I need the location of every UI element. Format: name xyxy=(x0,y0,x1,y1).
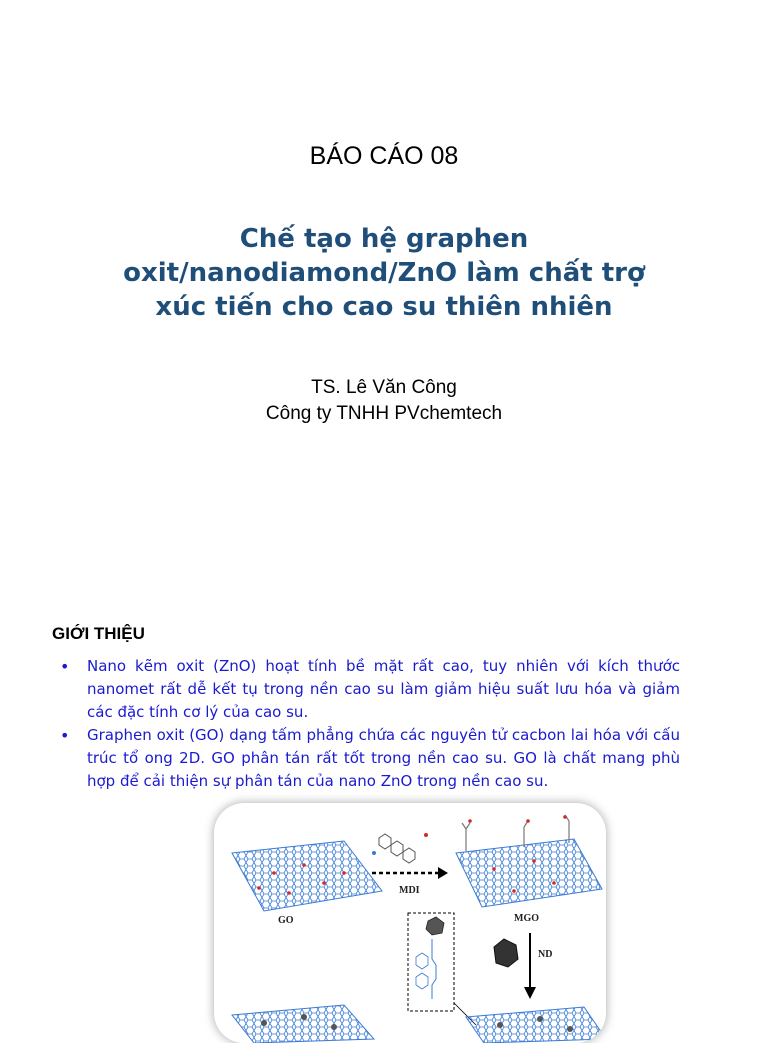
synthesis-figure xyxy=(214,803,606,1043)
intro-bullet-list xyxy=(60,655,680,793)
author-block xyxy=(0,375,768,427)
bullet-icon: • xyxy=(60,726,70,745)
mdi-label: MDI xyxy=(399,885,420,896)
mgo-sheet xyxy=(456,815,602,907)
title-line-2: oxit/nanodiamond/ZnO làm chất trợ xyxy=(123,258,645,288)
mgo-label: MGO xyxy=(514,913,539,924)
intro-heading: GIỚI THIỆU xyxy=(52,624,145,643)
bullet-icon: • xyxy=(60,657,70,676)
nd-label: ND xyxy=(538,949,553,960)
bullet-text: Nano kẽm oxit (ZnO) hoạt tính bề mặt rất cao, tuy nhiên với kích thước nanomet rất dễ kết tụ trong nền cao su làm giảm hiệu suất lưu hóa và giảm các đặc tính cơ lý của cao su. xyxy=(87,657,680,721)
author-name: TS. Lê Văn Công xyxy=(311,377,457,398)
down-arrow-icon xyxy=(524,933,536,999)
title-line-1: Chế tạo hệ graphen xyxy=(239,224,529,254)
arrow-icon xyxy=(372,867,448,879)
intro-bullet xyxy=(60,655,680,724)
mdi-molecule xyxy=(372,833,428,863)
report-label: BÁO CÁO 08 xyxy=(309,142,459,170)
bottom-sheet-right xyxy=(466,1007,606,1043)
company-name: Công ty TNHH PVchemtech xyxy=(265,403,503,424)
nanodiamond-icon xyxy=(494,939,518,967)
synthesis-diagram xyxy=(214,803,606,1043)
title-line-3: xúc tiến cho cao su thiên nhiên xyxy=(155,292,613,322)
bottom-sheet-left xyxy=(232,1005,374,1043)
main-title xyxy=(84,222,684,324)
zoom-inset xyxy=(408,913,476,1025)
bullet-text: Graphen oxit (GO) dạng tấm phẳng chứa các nguyên tử cacbon lai hóa với cấu trúc tổ ong 2D. GO phân tán rất tốt trong nền cao su. GO là chất mang phù hợp để cải thiện sự phân tán của nano ZnO trong nền cao su. xyxy=(87,726,680,790)
go-label: GO xyxy=(278,915,294,926)
go-sheet xyxy=(232,841,382,911)
intro-bullet xyxy=(60,724,680,793)
